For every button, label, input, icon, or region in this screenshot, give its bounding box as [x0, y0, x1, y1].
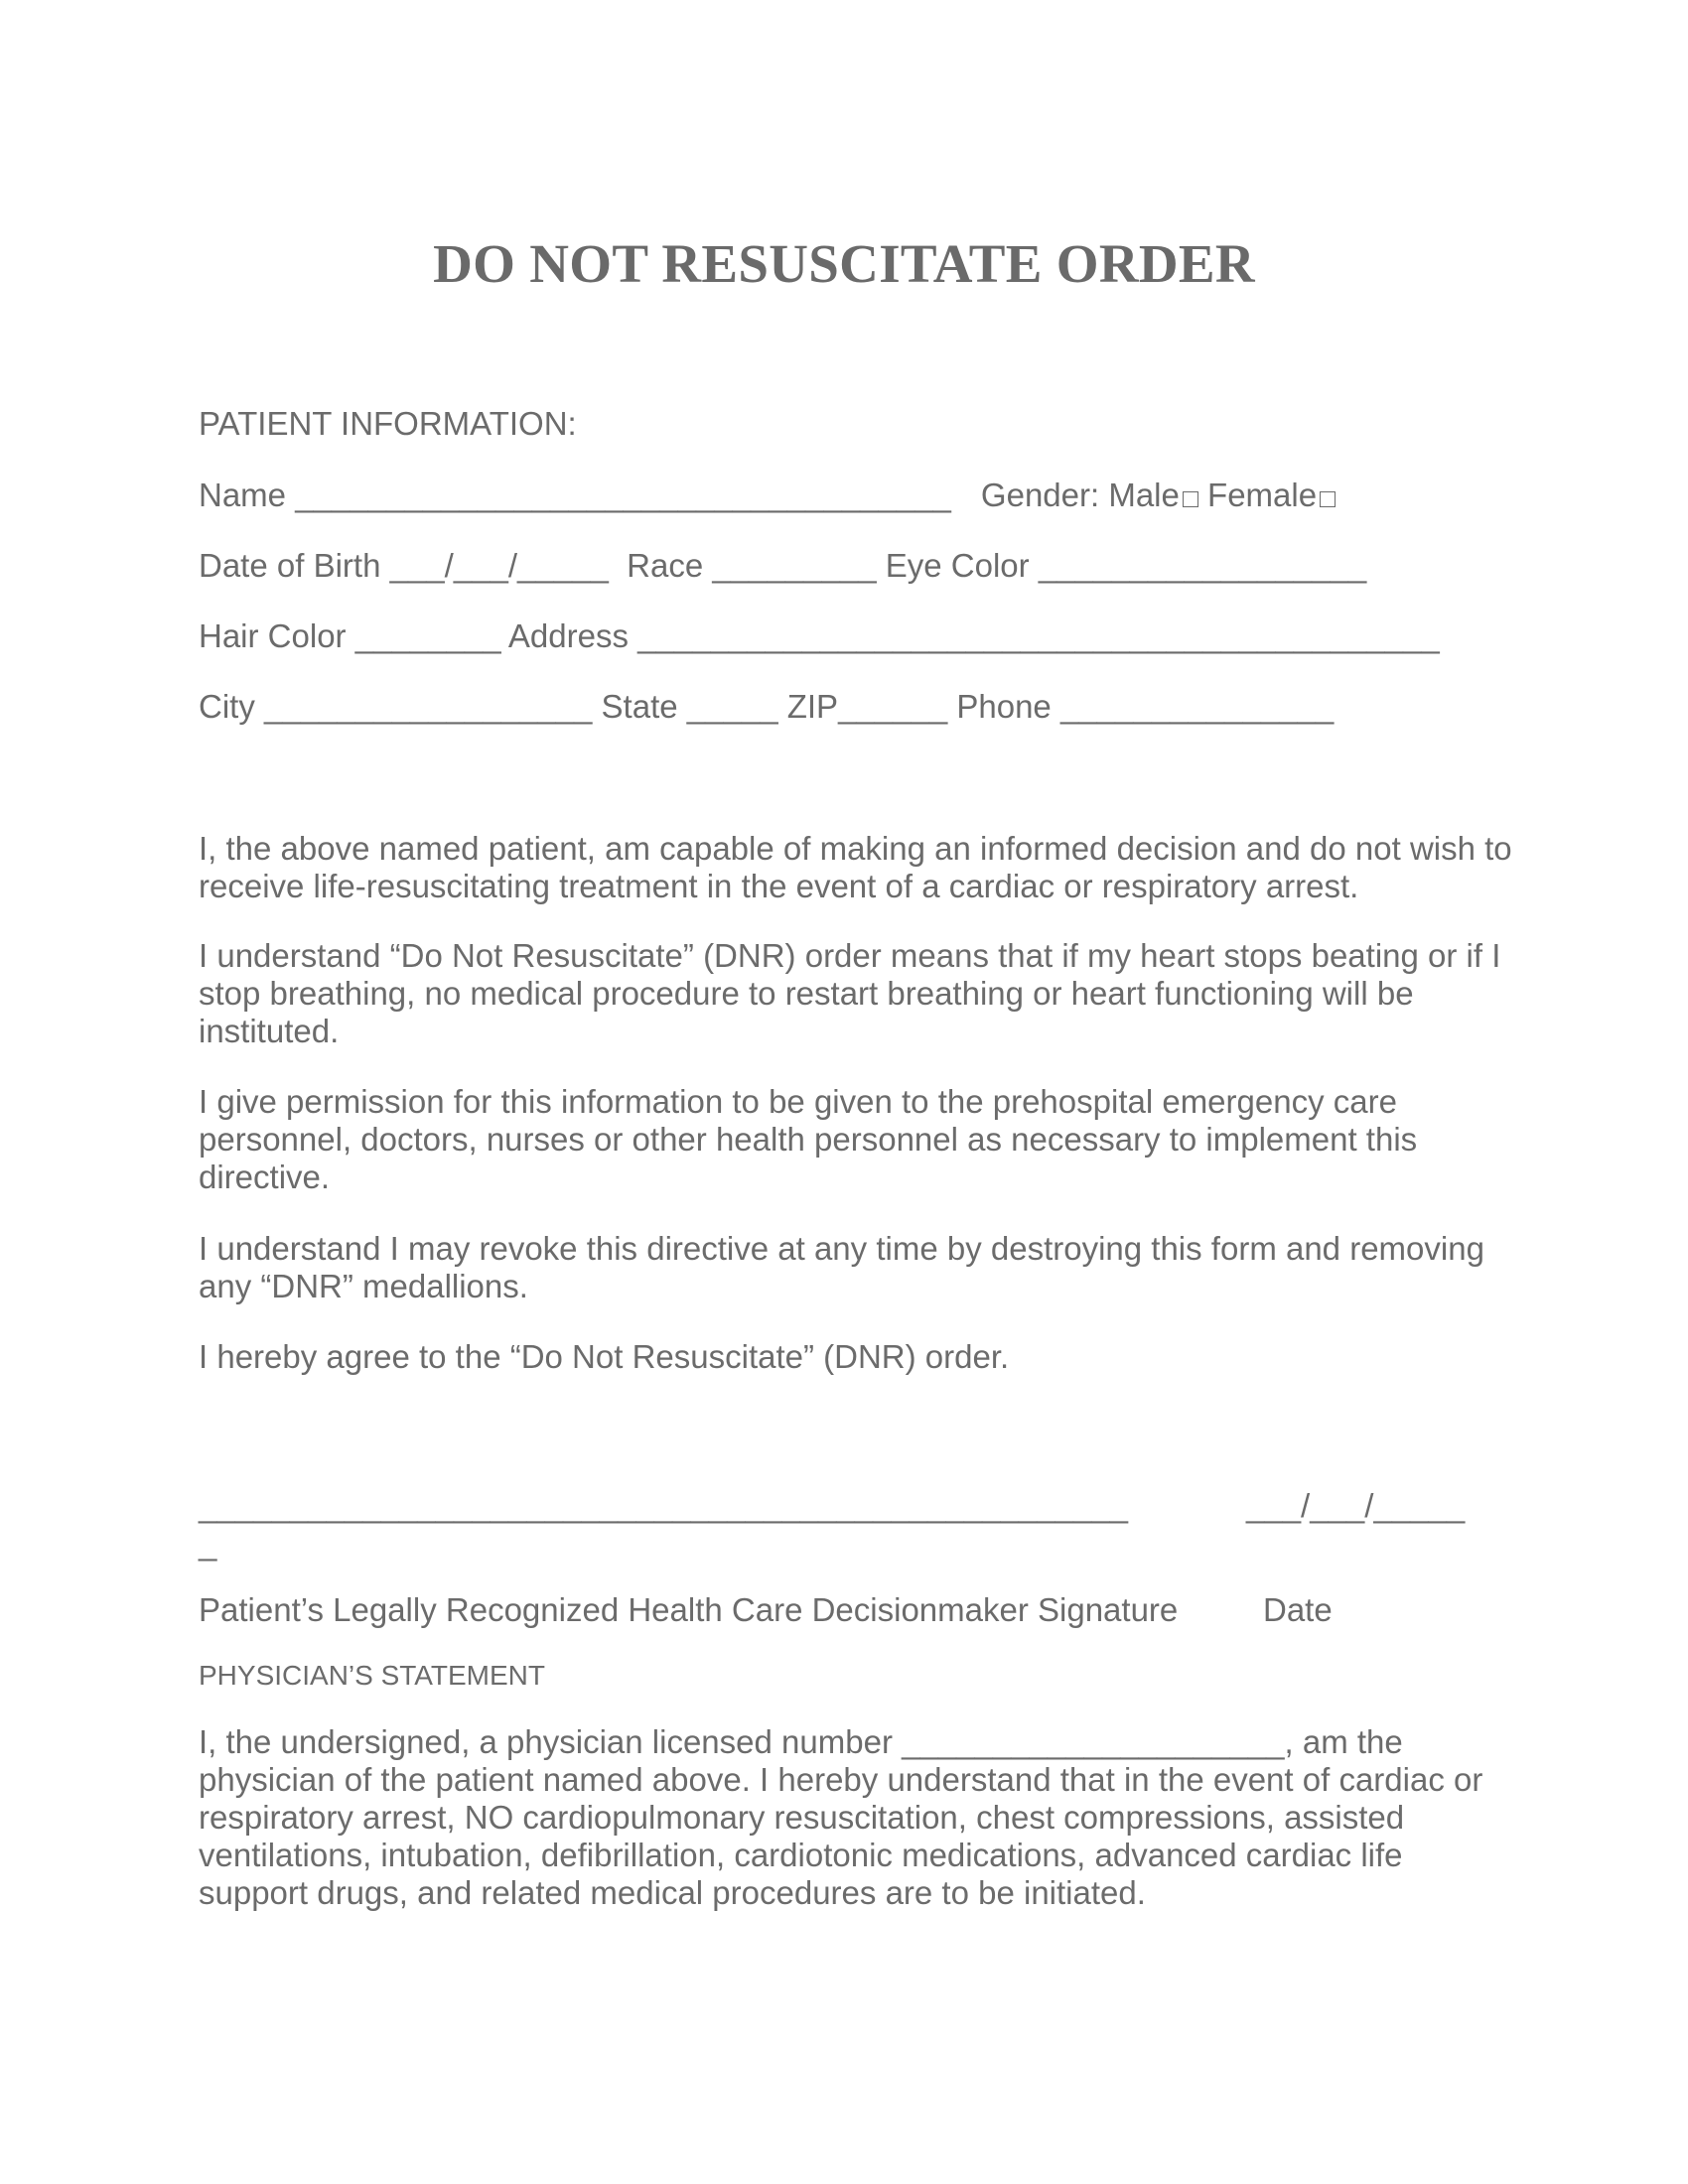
date-label: Date — [1263, 1591, 1333, 1628]
physician-heading: PHYSICIAN’S STATEMENT — [199, 1660, 546, 1691]
female-label: Female — [1207, 477, 1318, 513]
page-title: DO NOT RESUSCITATE ORDER — [433, 233, 1255, 294]
zip-label: ZIP — [786, 688, 839, 725]
race-field[interactable]: _________ — [712, 547, 877, 584]
hair-address-row — [199, 619, 1440, 652]
eye-color-field[interactable]: __________________ — [1038, 547, 1367, 584]
state-field[interactable]: _____ — [686, 688, 778, 725]
phone-label: Phone — [956, 688, 1052, 725]
gender-label: Gender: — [980, 477, 1100, 513]
phone-field[interactable]: _______________ — [1059, 688, 1335, 725]
hair-color-field[interactable]: ________ — [354, 617, 501, 654]
patient-info-heading: PATIENT INFORMATION: — [199, 405, 577, 442]
statement-revoke: I understand I may revoke this directive at any time by destroying this form and removing any “DNR” medallions. — [199, 1230, 1484, 1304]
female-checkbox[interactable] — [1320, 491, 1336, 507]
name-row — [199, 478, 1336, 511]
dob-row — [199, 549, 1366, 582]
statement-agree: I hereby agree to the “Do Not Resuscitate” (DNR) order. — [199, 1338, 1010, 1375]
name-label: Name — [199, 477, 287, 513]
city-field[interactable]: __________________ — [264, 688, 593, 725]
zip-field[interactable]: ______ — [838, 688, 948, 725]
hair-color-label: Hair Color — [199, 617, 347, 654]
eye-color-label: Eye Color — [885, 547, 1030, 584]
address-field[interactable]: ____________________________________________ — [637, 617, 1440, 654]
dob-label: Date of Birth — [199, 547, 381, 584]
signature-overflow-line: _ — [199, 1525, 217, 1562]
male-checkbox[interactable] — [1183, 491, 1198, 507]
dob-field[interactable]: ___/___/_____ — [389, 547, 609, 584]
race-label: Race — [627, 547, 704, 584]
signature-field[interactable]: ___________________________________________________ — [199, 1487, 1129, 1524]
address-label: Address — [507, 617, 629, 654]
statement-permission: I give permission for this information to be given to the prehospital emergency care personnel, doctors, nurses or other health personnel as necessary to implement this directive. — [199, 1083, 1418, 1195]
city-row — [199, 690, 1334, 723]
signature-date-field[interactable]: ___/___/_____ — [1246, 1487, 1466, 1524]
statement-capable: I, the above named patient, am capable of making an informed decision and do not wish to receive life-resuscitating treatment in the event of a cardiac or respiratory arrest. — [199, 830, 1512, 904]
name-field[interactable]: ____________________________________ — [295, 477, 951, 513]
signature-label: Patient’s Legally Recognized Health Care Decisionmaker Signature — [199, 1591, 1179, 1628]
male-label: Male — [1108, 477, 1180, 513]
statement-understand-dnr: I understand “Do Not Resuscitate” (DNR) order means that if my heart stops beating or if I stop breathing, no medical procedure to restart breathing or heart functioning will be instituted. — [199, 937, 1501, 1049]
city-label: City — [199, 688, 255, 725]
state-label: State — [601, 688, 678, 725]
physician-statement: I, the undersigned, a physician licensed number _____________________, am the physician of the patient named above. I hereby understand that in the event of cardiac or respiratory arrest, NO cardiopulmonary resuscitation, chest compressions, assisted ventilations, intubation, defibrillation, cardiotonic medications, advanced cardiac life support drugs, and related medical procedures are to be initiated. — [199, 1723, 1483, 1911]
